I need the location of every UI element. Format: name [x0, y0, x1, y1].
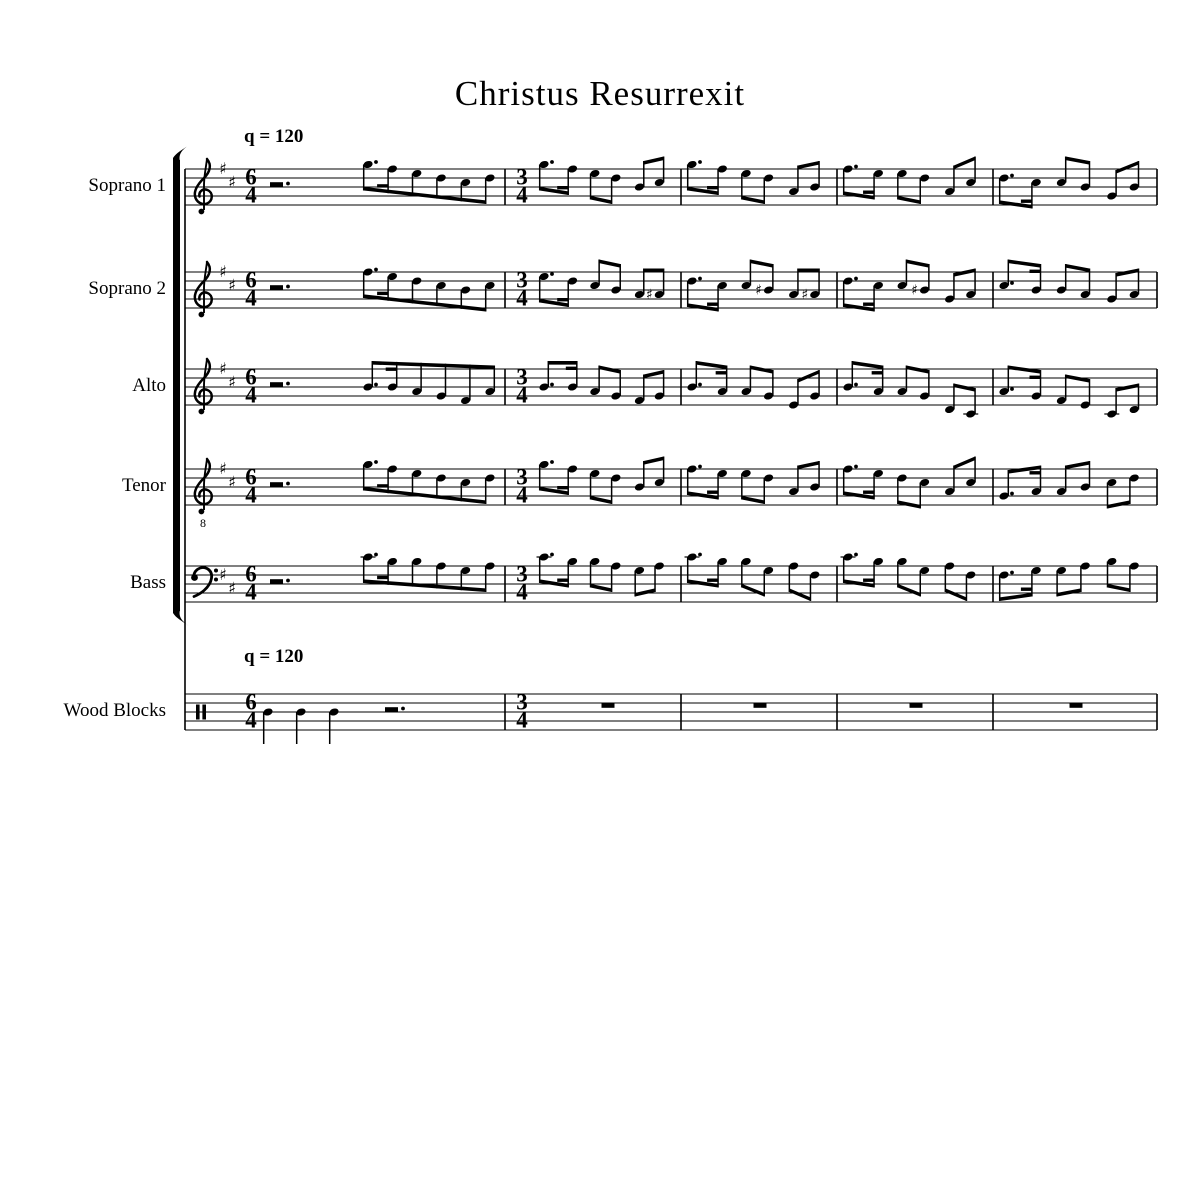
tempo-marking-upper: q = 120	[244, 126, 304, 147]
svg-text:4: 4	[516, 382, 528, 408]
svg-text:4: 4	[516, 579, 528, 605]
svg-text:4: 4	[245, 707, 257, 733]
svg-text:♯: ♯	[755, 282, 762, 299]
svg-text:♯: ♯	[219, 262, 227, 281]
svg-text:4: 4	[516, 482, 528, 508]
svg-text:6: 6	[245, 267, 257, 293]
svg-text:4: 4	[516, 707, 528, 733]
part-label-soprano-1: Soprano 1	[88, 175, 166, 196]
svg-text:4: 4	[245, 382, 257, 408]
part-label-tenor: Tenor	[121, 475, 166, 496]
part-label-soprano-2: Soprano 2	[88, 278, 166, 299]
svg-text:♯: ♯	[228, 578, 236, 598]
svg-text:3: 3	[516, 267, 528, 293]
part-label-wood-blocks: Wood Blocks	[63, 700, 166, 721]
svg-text:3: 3	[516, 364, 528, 390]
score-title: Christus Resurrexit	[454, 74, 746, 113]
svg-text:3: 3	[516, 464, 528, 490]
svg-text:♯: ♯	[228, 372, 236, 392]
svg-text:4: 4	[245, 579, 257, 605]
svg-text:6: 6	[245, 164, 257, 190]
svg-text:♯: ♯	[228, 472, 236, 492]
svg-text:6: 6	[245, 364, 257, 390]
svg-text:3: 3	[516, 164, 528, 190]
svg-text:♯: ♯	[645, 287, 653, 303]
svg-text:4: 4	[245, 285, 257, 311]
svg-text:♯: ♯	[801, 287, 809, 303]
tempo-marking-lower: q = 120	[244, 646, 304, 667]
svg-text:6: 6	[245, 464, 257, 490]
svg-text:4: 4	[245, 482, 257, 508]
svg-text:3: 3	[516, 561, 528, 587]
svg-text:♯: ♯	[219, 359, 227, 378]
svg-text:♯: ♯	[219, 565, 227, 584]
part-label-bass: Bass	[130, 572, 166, 593]
svg-text:6: 6	[245, 689, 257, 715]
svg-text:4: 4	[516, 285, 528, 311]
svg-text:4: 4	[516, 182, 528, 208]
svg-text:♯: ♯	[228, 172, 236, 192]
svg-text:6: 6	[245, 561, 257, 587]
svg-text:♯: ♯	[911, 282, 918, 299]
svg-text:4: 4	[245, 182, 257, 208]
svg-text:3: 3	[516, 689, 528, 715]
svg-text:♯: ♯	[228, 275, 236, 295]
svg-text:♯: ♯	[219, 459, 227, 478]
svg-text:♯: ♯	[219, 159, 227, 178]
part-label-alto: Alto	[132, 375, 166, 396]
svg-text:8: 8	[200, 516, 206, 530]
